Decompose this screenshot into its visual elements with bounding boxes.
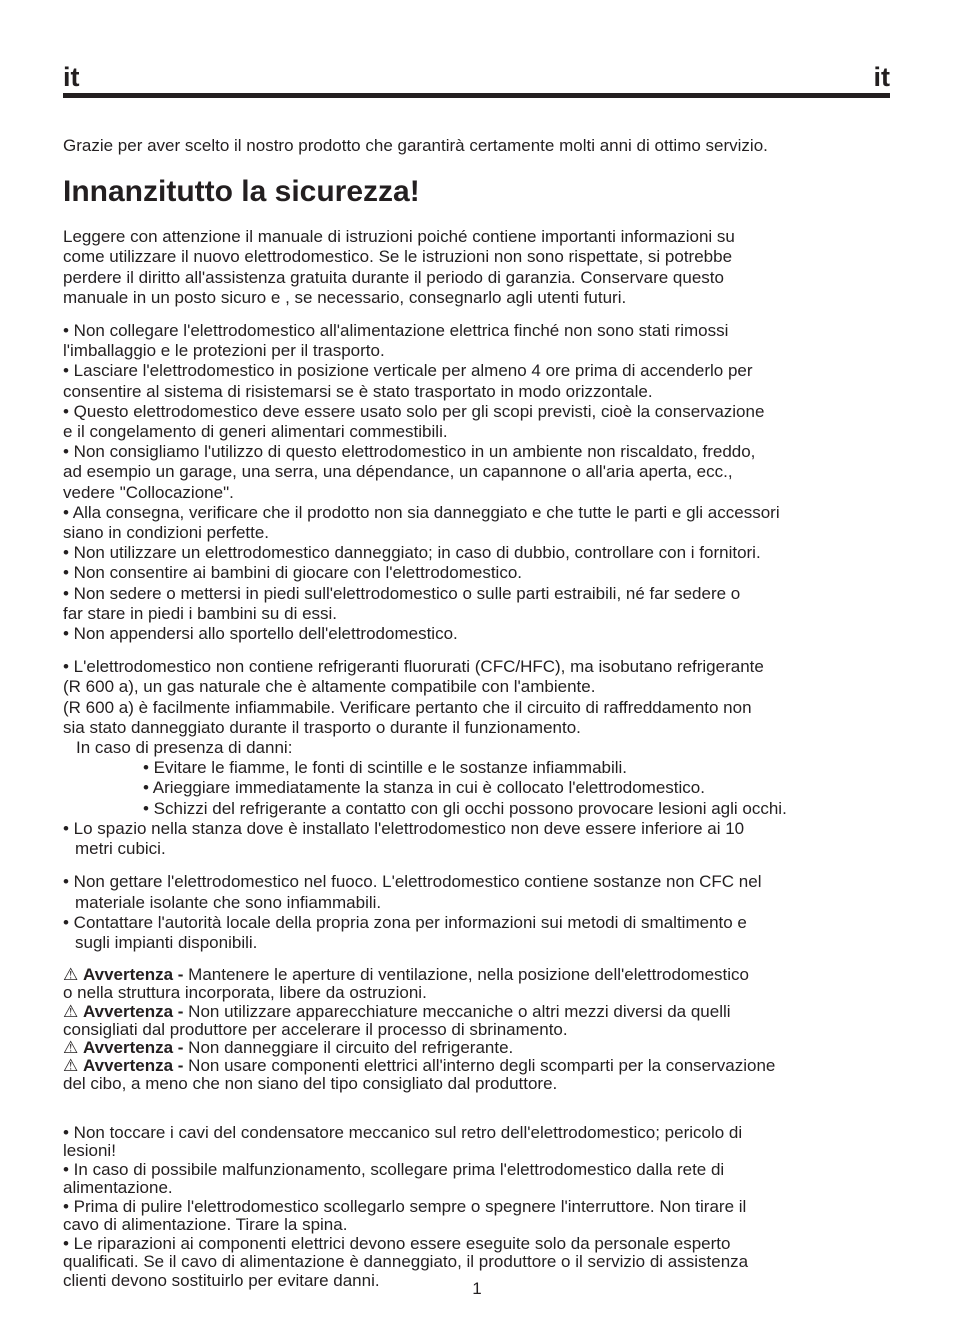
- bullet-line: cavo di alimentazione. Tirare la spina.: [63, 1215, 348, 1235]
- manual-paragraph: [63, 227, 903, 308]
- language-code-left: it: [63, 62, 80, 92]
- text-line: sugli impianti disponibili.: [75, 932, 258, 952]
- warning-label: Avvertenza -: [82, 1037, 184, 1057]
- text-line: (R 600 a) è facilmente infiammabile. Verificare pertanto che il circuito di raffreddamento non: [63, 697, 752, 717]
- page-title: Innanzitutto la sicurezza!: [63, 175, 420, 209]
- bullet-line: • Lasciare l'elettrodomestico in posizione verticale per almeno 4 ore prima di accenderlo per: [63, 361, 753, 381]
- refrigerant-section: [63, 657, 903, 859]
- text-line: Leggere con attenzione il manuale di istruzioni poiché contiene importanti informazioni su: [63, 227, 735, 247]
- text-line: • Contattare l'autorità locale della propria zona per informazioni sui metodi di smaltimento e: [63, 912, 747, 932]
- disposal-section: [63, 872, 903, 953]
- warning-label: Avvertenza -: [82, 965, 184, 985]
- bullet-line: l'imballaggio e le protezioni per il trasporto.: [63, 341, 385, 361]
- warning-icon: ⚠: [63, 1001, 79, 1021]
- bullet-line: far stare in piedi i bambini su di essi.: [63, 603, 338, 623]
- warning-label: Avvertenza -: [82, 1056, 184, 1076]
- warning-label: Avvertenza -: [82, 1001, 184, 1021]
- bullet-line: • Prima di pulire l'elettrodomestico scollegarlo sempre o spegnere l'interruttore. Non tirare il: [63, 1196, 747, 1216]
- warning-icon: ⚠: [63, 965, 79, 985]
- warning-line: [63, 966, 903, 984]
- bullet-line: • Questo elettrodomestico deve essere usato solo per gli scopi previsti, cioè la conservazione: [63, 401, 765, 421]
- text-line: • Non gettare l'elettrodomestico nel fuoco. L'elettrodomestico contiene sostanze non CFC nel: [63, 872, 762, 892]
- damage-item: • Arieggiare immediatamente la stanza in cui è collocato l'elettrodomestico.: [143, 778, 705, 798]
- bullet-line: alimentazione.: [63, 1178, 173, 1198]
- text-line: sia stato danneggiato durante il trasporto o durante il funzionamento.: [63, 717, 581, 737]
- bullet-line: ad esempio un garage, una serra, una dépendance, un capannone o all'aria aperta, ecc.,: [63, 462, 733, 482]
- warning-icon: ⚠: [63, 1056, 79, 1076]
- bullet-line: • Le riparazioni ai componenti elettrici devono essere eseguite solo da personale esperto: [63, 1233, 731, 1253]
- damage-item: • Evitare le fiamme, le fonti di scintille e le sostanze infiammabili.: [143, 758, 628, 778]
- damage-intro: In caso di presenza di danni:: [76, 738, 293, 758]
- safety-bullets: [63, 321, 903, 644]
- warning-text: Non utilizzare apparecchiature meccaniche o altri mezzi diversi da quelli: [183, 1001, 731, 1021]
- text-line: • Lo spazio nella stanza dove è installato l'elettrodomestico non deve essere inferiore ai 10: [63, 818, 745, 838]
- language-code-right: it: [873, 62, 890, 92]
- bullet-line: e il congelamento di generi alimentari commestibili.: [63, 422, 448, 442]
- text-line: (R 600 a), un gas naturale che è altamente compatibile con l'ambiente.: [63, 677, 596, 697]
- page-header: [63, 62, 890, 92]
- bullet-line: clienti devono sostituirlo per evitare danni.: [63, 1270, 380, 1290]
- damage-item: • Schizzi del refrigerante a contatto con gli occhi possono provocare lesioni agli occhi.: [143, 798, 787, 818]
- intro-text: Grazie per aver scelto il nostro prodotto che garantirà certamente molti anni di ottimo servizio.: [63, 136, 768, 155]
- bullet-line: • Alla consegna, verificare che il prodotto non sia danneggiato e che tutte le parti e gli accessori: [63, 502, 780, 522]
- bullet-line: vedere "Collocazione".: [63, 482, 234, 502]
- warning-text: Non usare componenti elettrici all'interno degli scomparti per la conservazione: [183, 1056, 776, 1076]
- warning-continuation: del cibo, a meno che non siano del tipo consigliato dal produttore.: [63, 1074, 558, 1094]
- bullet-line: • Non consigliamo l'utilizzo di questo elettrodomestico in un ambiente non riscaldato, freddo,: [63, 442, 756, 462]
- bullet-line: • Non consentire ai bambini di giocare con l'elettrodomestico.: [63, 563, 522, 583]
- warning-continuation: consigliati dal produttore per accelerare il processo di sbrinamento.: [63, 1019, 568, 1039]
- text-line: metri cubici.: [75, 839, 166, 859]
- text-line: • L'elettrodomestico non contiene refrigeranti fluorurati (CFC/HFC), ma isobutano refrigerante: [63, 657, 764, 677]
- warning-text: Mantenere le aperture di ventilazione, nella posizione dell'elettrodomestico: [183, 965, 749, 985]
- warning-line: [63, 1057, 903, 1075]
- bullet-line: • Non collegare l'elettrodomestico all'alimentazione elettrica finché non sono stati rimossi: [63, 321, 729, 341]
- final-bullets: [63, 1124, 903, 1291]
- warning-line: [63, 1003, 903, 1021]
- warning-icon: ⚠: [63, 1037, 79, 1057]
- header-rule: [63, 93, 890, 98]
- bullet-line: lesioni!: [63, 1141, 116, 1161]
- bullet-line: consentire al sistema di risistemarsi se è stato trasportato in modo orizzontale.: [63, 381, 653, 401]
- page-content: [63, 136, 903, 1303]
- bullet-line: • Non toccare i cavi del condensatore meccanico sul retro dell'elettrodomestico; pericolo di: [63, 1122, 743, 1142]
- bullet-line: • Non appendersi allo sportello dell'elettrodomestico.: [63, 624, 458, 644]
- warning-continuation: o nella struttura incorporata, libere da ostruzioni.: [63, 983, 427, 1003]
- bullet-line: • Non utilizzare un elettrodomestico danneggiato; in caso di dubbio, controllare con i fornitori.: [63, 543, 761, 563]
- bullet-line: • In caso di possibile malfunzionamento, scollegare prima l'elettrodomestico dalla rete di: [63, 1159, 725, 1179]
- text-line: materiale isolante che sono infiammabili.: [75, 892, 382, 912]
- page-number: 1: [472, 1279, 482, 1298]
- warning-text: Non danneggiare il circuito del refrigerante.: [183, 1037, 514, 1057]
- bullet-line: siano in condizioni perfette.: [63, 523, 270, 543]
- text-line: come utilizzare il nuovo elettrodomestico. Se le istruzioni non sono rispettate, si potrebbe: [63, 247, 733, 267]
- warnings-section: [63, 966, 903, 1093]
- text-line: perdere il diritto all'assistenza gratuita durante il periodo di garanzia. Conservare questo: [63, 267, 724, 287]
- bullet-line: • Non sedere o mettersi in piedi sull'elettrodomestico o sulle parti estraibili, né far sedere o: [63, 583, 741, 603]
- bullet-line: qualificati. Se il cavo di alimentazione è danneggiato, il produttore o il servizio di assistenza: [63, 1252, 749, 1272]
- text-line: manuale in un posto sicuro e , se necessario, consegnarlo agli utenti futuri.: [63, 287, 627, 307]
- warning-line: [63, 1039, 903, 1057]
